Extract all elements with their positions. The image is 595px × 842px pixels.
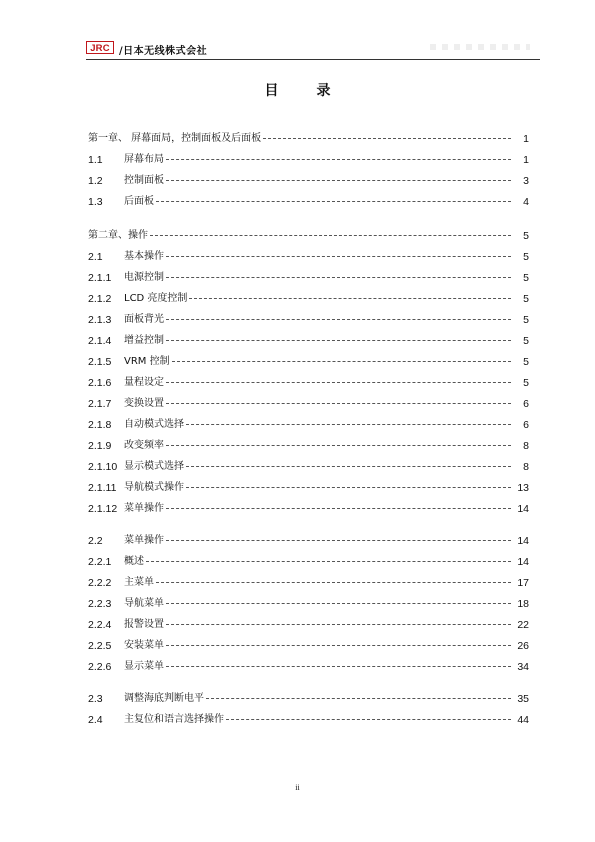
- toc-entry-number: 2.1.11: [88, 481, 117, 494]
- toc-entry[interactable]: [88, 709, 529, 730]
- toc-leader: [263, 138, 511, 139]
- toc-leader: [156, 582, 511, 583]
- toc-entry[interactable]: [88, 191, 529, 212]
- header-rule: [86, 59, 540, 60]
- toc-leader: [172, 361, 511, 362]
- toc-entry[interactable]: [88, 246, 529, 267]
- toc-entry-number: 2.2.3: [88, 597, 112, 610]
- toc-entry[interactable]: [88, 477, 529, 498]
- toc-entry-page: 6: [523, 418, 529, 431]
- toc-entry-label: 显示模式选择: [124, 460, 184, 472]
- toc-entry-number: 2.1.12: [88, 502, 118, 515]
- toc-entry[interactable]: [88, 393, 529, 414]
- toc-entry-label: VRM 控制: [124, 355, 170, 367]
- toc-entry-page: 13: [517, 481, 529, 494]
- toc-entry-page: 44: [517, 713, 529, 726]
- toc-entry-page: 5: [523, 313, 529, 326]
- toc-leader: [166, 445, 511, 446]
- toc-entry-number: 2.2.2: [88, 576, 112, 589]
- toc-entry-label: 报警设置: [124, 618, 164, 630]
- toc-entry-number: 2.3: [88, 692, 103, 705]
- toc-entry-number: 2.1: [88, 250, 103, 263]
- toc-entry-page: 5: [523, 250, 529, 263]
- toc-leader: [189, 298, 511, 299]
- toc-entry-page: 14: [517, 534, 529, 547]
- page-header: [86, 40, 540, 58]
- toc-entry-page: 6: [523, 397, 529, 410]
- toc-entry[interactable]: [88, 288, 529, 309]
- toc-leader: [156, 201, 511, 202]
- toc-entry-label: 后面板: [124, 195, 154, 207]
- toc-entry-number: 2.1.4: [88, 334, 112, 347]
- toc-entry-number: 2.1.10: [88, 460, 118, 473]
- toc-entry-label: 第一章、 屏幕面局，控制面板及后面板: [88, 132, 262, 144]
- toc-entry-label: 主菜单: [124, 576, 154, 588]
- toc-leader: [166, 603, 511, 604]
- toc-entry[interactable]: [88, 170, 529, 191]
- toc-entry[interactable]: [88, 330, 529, 351]
- toc-leader: [146, 561, 511, 562]
- toc-entry[interactable]: [88, 414, 529, 435]
- page-title: 目录: [264, 83, 369, 99]
- toc-entry-number: 2.2: [88, 534, 103, 547]
- toc-leader: [166, 256, 511, 257]
- toc-leader: [166, 508, 511, 509]
- toc-entry-label: 主复位和语言选择操作: [124, 713, 224, 725]
- toc-entry-label: 显示菜单: [124, 660, 164, 672]
- toc-leader: [186, 487, 511, 488]
- toc-entry-number: 2.1.9: [88, 439, 112, 452]
- toc-leader: [150, 235, 511, 236]
- toc-entry[interactable]: [88, 530, 529, 551]
- toc-entry-number: 1.2: [88, 174, 103, 187]
- toc-entry[interactable]: [88, 435, 529, 456]
- toc-entry-label: 调整海底判断电平: [124, 692, 204, 704]
- toc-entry-label: 屏幕布局: [124, 153, 164, 165]
- toc-leader: [166, 382, 511, 383]
- toc-entry[interactable]: [88, 149, 529, 170]
- toc-entry-page: 1: [523, 153, 529, 166]
- toc-entry-number: 2.1.3: [88, 313, 112, 326]
- toc-entry-page: 34: [517, 660, 529, 673]
- toc-entry[interactable]: [88, 128, 529, 149]
- header-faint-text: [430, 44, 530, 50]
- toc-entry-label: 控制面板: [124, 174, 164, 186]
- page-number: ii: [295, 783, 300, 792]
- toc-entry-number: 2.2.5: [88, 639, 112, 652]
- toc-leader: [166, 180, 511, 181]
- toc-entry-label: 量程设定: [124, 376, 164, 388]
- toc-entry-page: 3: [523, 174, 529, 187]
- toc-entry-page: 8: [523, 460, 529, 473]
- toc-leader: [186, 424, 511, 425]
- toc-entry-number: 2.1.5: [88, 355, 112, 368]
- toc-entry-label: 菜单操作: [124, 502, 164, 514]
- toc-entry-label: 变换设置: [124, 397, 164, 409]
- toc-entry-label: 电源控制: [124, 271, 164, 283]
- table-of-contents: [88, 128, 529, 730]
- toc-entry[interactable]: [88, 309, 529, 330]
- toc-entry-number: 2.4: [88, 713, 103, 726]
- toc-entry-page: 14: [517, 502, 529, 515]
- toc-entry-page: 5: [523, 292, 529, 305]
- toc-leader: [226, 719, 511, 720]
- toc-entry[interactable]: [88, 498, 529, 519]
- toc-entry-page: 22: [517, 618, 529, 631]
- toc-entry-label: 导航菜单: [124, 597, 164, 609]
- toc-entry[interactable]: [88, 267, 529, 288]
- toc-entry-page: 8: [523, 439, 529, 452]
- toc-entry[interactable]: [88, 551, 529, 572]
- toc-entry-label: 面板背光: [124, 313, 164, 325]
- toc-entry-page: 35: [517, 692, 529, 705]
- toc-leader: [206, 698, 511, 699]
- toc-entry[interactable]: [88, 656, 529, 677]
- toc-entry-number: 2.1.6: [88, 376, 112, 389]
- toc-leader: [166, 159, 511, 160]
- toc-entry[interactable]: [88, 688, 529, 709]
- toc-entry-page: 5: [523, 229, 529, 242]
- toc-entry-label: 自动模式选择: [124, 418, 184, 430]
- toc-entry-page: 5: [523, 376, 529, 389]
- toc-entry-number: 2.2.6: [88, 660, 112, 673]
- toc-entry-label: 概述: [124, 555, 144, 567]
- toc-entry[interactable]: [88, 372, 529, 393]
- toc-entry-page: 5: [523, 355, 529, 368]
- toc-leader: [166, 624, 511, 625]
- toc-entry-label: LCD 亮度控制: [124, 292, 188, 304]
- toc-leader: [166, 540, 511, 541]
- toc-leader: [166, 340, 511, 341]
- toc-entry-label: 改变频率: [124, 439, 164, 451]
- toc-entry-page: 17: [517, 576, 529, 589]
- toc-entry-number: 2.1.2: [88, 292, 112, 305]
- toc-entry-page: 1: [523, 132, 529, 145]
- toc-entry-number: 2.1.7: [88, 397, 112, 410]
- toc-entry[interactable]: [88, 225, 529, 246]
- toc-leader: [186, 466, 511, 467]
- toc-entry-page: 26: [517, 639, 529, 652]
- toc-entry-label: 基本操作: [124, 250, 164, 262]
- toc-entry-number: 2.2.4: [88, 618, 112, 631]
- toc-entry-page: 4: [523, 195, 529, 208]
- jrc-logo: JRC: [86, 41, 114, 54]
- toc-entry[interactable]: [88, 593, 529, 614]
- toc-entry[interactable]: [88, 572, 529, 593]
- toc-entry-number: 2.1.8: [88, 418, 112, 431]
- toc-entry[interactable]: [88, 635, 529, 656]
- toc-entry[interactable]: [88, 456, 529, 477]
- section-gap: [88, 212, 529, 225]
- toc-entry-label: 增益控制: [124, 334, 164, 346]
- toc-entry-label: 菜单操作: [124, 534, 164, 546]
- toc-entry-number: 1.1: [88, 153, 103, 166]
- toc-entry[interactable]: [88, 351, 529, 372]
- toc-entry-page: 18: [517, 597, 529, 610]
- section-gap: [88, 677, 529, 688]
- toc-entry-label: 安装菜单: [124, 639, 164, 651]
- toc-leader: [166, 645, 511, 646]
- toc-leader: [166, 666, 511, 667]
- toc-entry-page: 5: [523, 271, 529, 284]
- toc-entry-number: 2.2.1: [88, 555, 112, 568]
- toc-entry[interactable]: [88, 614, 529, 635]
- section-gap: [88, 519, 529, 530]
- toc-entry-page: 5: [523, 334, 529, 347]
- toc-entry-number: 1.3: [88, 195, 103, 208]
- toc-entry-number: 2.1.1: [88, 271, 112, 284]
- company-name: /日本无线株式会社: [119, 46, 208, 57]
- toc-entry-label: 导航模式操作: [124, 481, 184, 493]
- toc-leader: [166, 277, 511, 278]
- toc-leader: [166, 319, 511, 320]
- toc-entry-page: 14: [517, 555, 529, 568]
- toc-leader: [166, 403, 511, 404]
- toc-entry-label: 第二章、操作: [88, 229, 148, 241]
